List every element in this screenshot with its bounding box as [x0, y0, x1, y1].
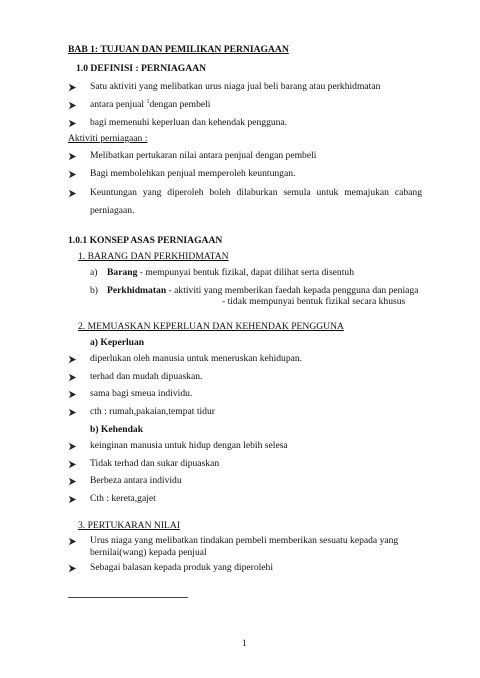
arrow-bullet-icon	[68, 152, 78, 162]
activity-bullet: Melibatkan pertukaran nilai antara penjual dengan pembeli	[90, 150, 317, 161]
arrow-bullet-icon	[68, 537, 78, 547]
concept-item-goods-services: 1. BARANG DAN PERKHIDMATAN	[78, 251, 229, 262]
footnote-marker: 1	[146, 98, 150, 105]
arrow-bullet-icon	[68, 189, 78, 199]
arrow-bullet-icon	[68, 564, 78, 574]
section-heading-definition: 1.0 DEFINISI : PERNIAGAAN	[76, 63, 207, 74]
needs-bullet: diperlukan oleh manusia untuk meneruskan kehidupan.	[90, 353, 303, 364]
goods-text: - mempunyai bentuk fizikal, dapat dilihat serta disentuh	[137, 267, 354, 278]
arrow-bullet-icon	[68, 442, 78, 452]
definition-bullet: Satu aktiviti yang melibatkan urus niaga jual beli barang atau perkhidmatan	[90, 81, 381, 92]
section-heading-concept: 1.0.1 KONSEP ASAS PERNIAGAAN	[68, 235, 223, 246]
needs-heading: a) Keperluan	[90, 337, 145, 348]
value-exchange-bullet-continuation: bernilai(wang) kepada penjual	[90, 547, 207, 558]
arrow-bullet-icon	[68, 170, 78, 180]
definition-bullet: bagi memenuhi keperluan dan kehendak pengguna.	[90, 117, 288, 128]
activity-bullet: Bagi membolehkan penjual memperoleh keuntungan.	[90, 168, 296, 179]
page-number: 1	[242, 638, 247, 649]
wants-bullet: Cth : kereta,gajet	[90, 493, 156, 504]
wants-bullet: keinginan manusia untuk hidup dengan lebih selesa	[90, 440, 288, 451]
arrow-bullet-icon	[68, 495, 78, 505]
concept-item-value-exchange: 3. PERTUKARAN NILAI	[78, 520, 181, 531]
goods-prefix: a)	[90, 267, 98, 278]
services-term: Perkhidmatan	[107, 285, 167, 296]
wants-heading: b) Kehendak	[90, 424, 144, 435]
activity-label: Aktiviti perniagaan :	[68, 133, 148, 144]
wants-bullet: Berbeza antara individu	[90, 475, 182, 486]
arrow-bullet-icon	[68, 101, 78, 111]
value-exchange-bullet: Urus niaga yang melibatkan tindakan pembeli memberikan sesuatu kepada yang	[90, 535, 399, 546]
wants-bullet: Tidak terhad dan sukar dipuaskan	[90, 458, 220, 469]
definition-bullet-tail: dengan pembeli	[149, 99, 211, 110]
chapter-title: BAB 1: TUJUAN DAN PEMILIKAN PERNIAGAAN	[68, 44, 289, 55]
arrow-bullet-icon	[68, 83, 78, 93]
arrow-bullet-icon	[68, 408, 78, 418]
arrow-bullet-icon	[68, 373, 78, 383]
needs-bullet: sama bagi smeua individu.	[90, 388, 193, 399]
footnote-separator	[68, 597, 188, 598]
services-text-line2: - tidak mempunyai bentuk fizikal secara khusus	[222, 296, 406, 307]
arrow-bullet-icon	[68, 477, 78, 487]
services-text: - aktiviti yang memberikan faedah kepada pengguna dan peniaga	[166, 285, 419, 296]
value-exchange-bullet: Sebagai balasan kepada produk yang diperolehi	[90, 562, 274, 573]
concept-item-satisfy-needs: 2. MEMUASKAN KEPERLUAN DAN KEHENDAK PENGGUNA	[78, 321, 344, 332]
definition-bullet	[90, 99, 210, 111]
arrow-bullet-icon	[68, 355, 78, 365]
needs-bullet: terhad dan mudah dipuaskan.	[90, 371, 203, 382]
activity-bullet: Keuntungan yang diperoleh boleh dilaburkan semula untuk memajukan cabang	[90, 187, 422, 198]
needs-bullet: cth : rumah,pakaian,tempat tidur	[90, 406, 215, 417]
goods-definition	[107, 267, 354, 279]
definition-bullet-text: antara penjual	[90, 99, 147, 110]
arrow-bullet-icon	[68, 390, 78, 400]
arrow-bullet-icon	[68, 460, 78, 470]
services-prefix: b)	[90, 285, 98, 296]
activity-bullet-continuation: perniagaan.	[90, 205, 135, 216]
goods-term: Barang	[107, 267, 138, 278]
arrow-bullet-icon	[68, 119, 78, 129]
